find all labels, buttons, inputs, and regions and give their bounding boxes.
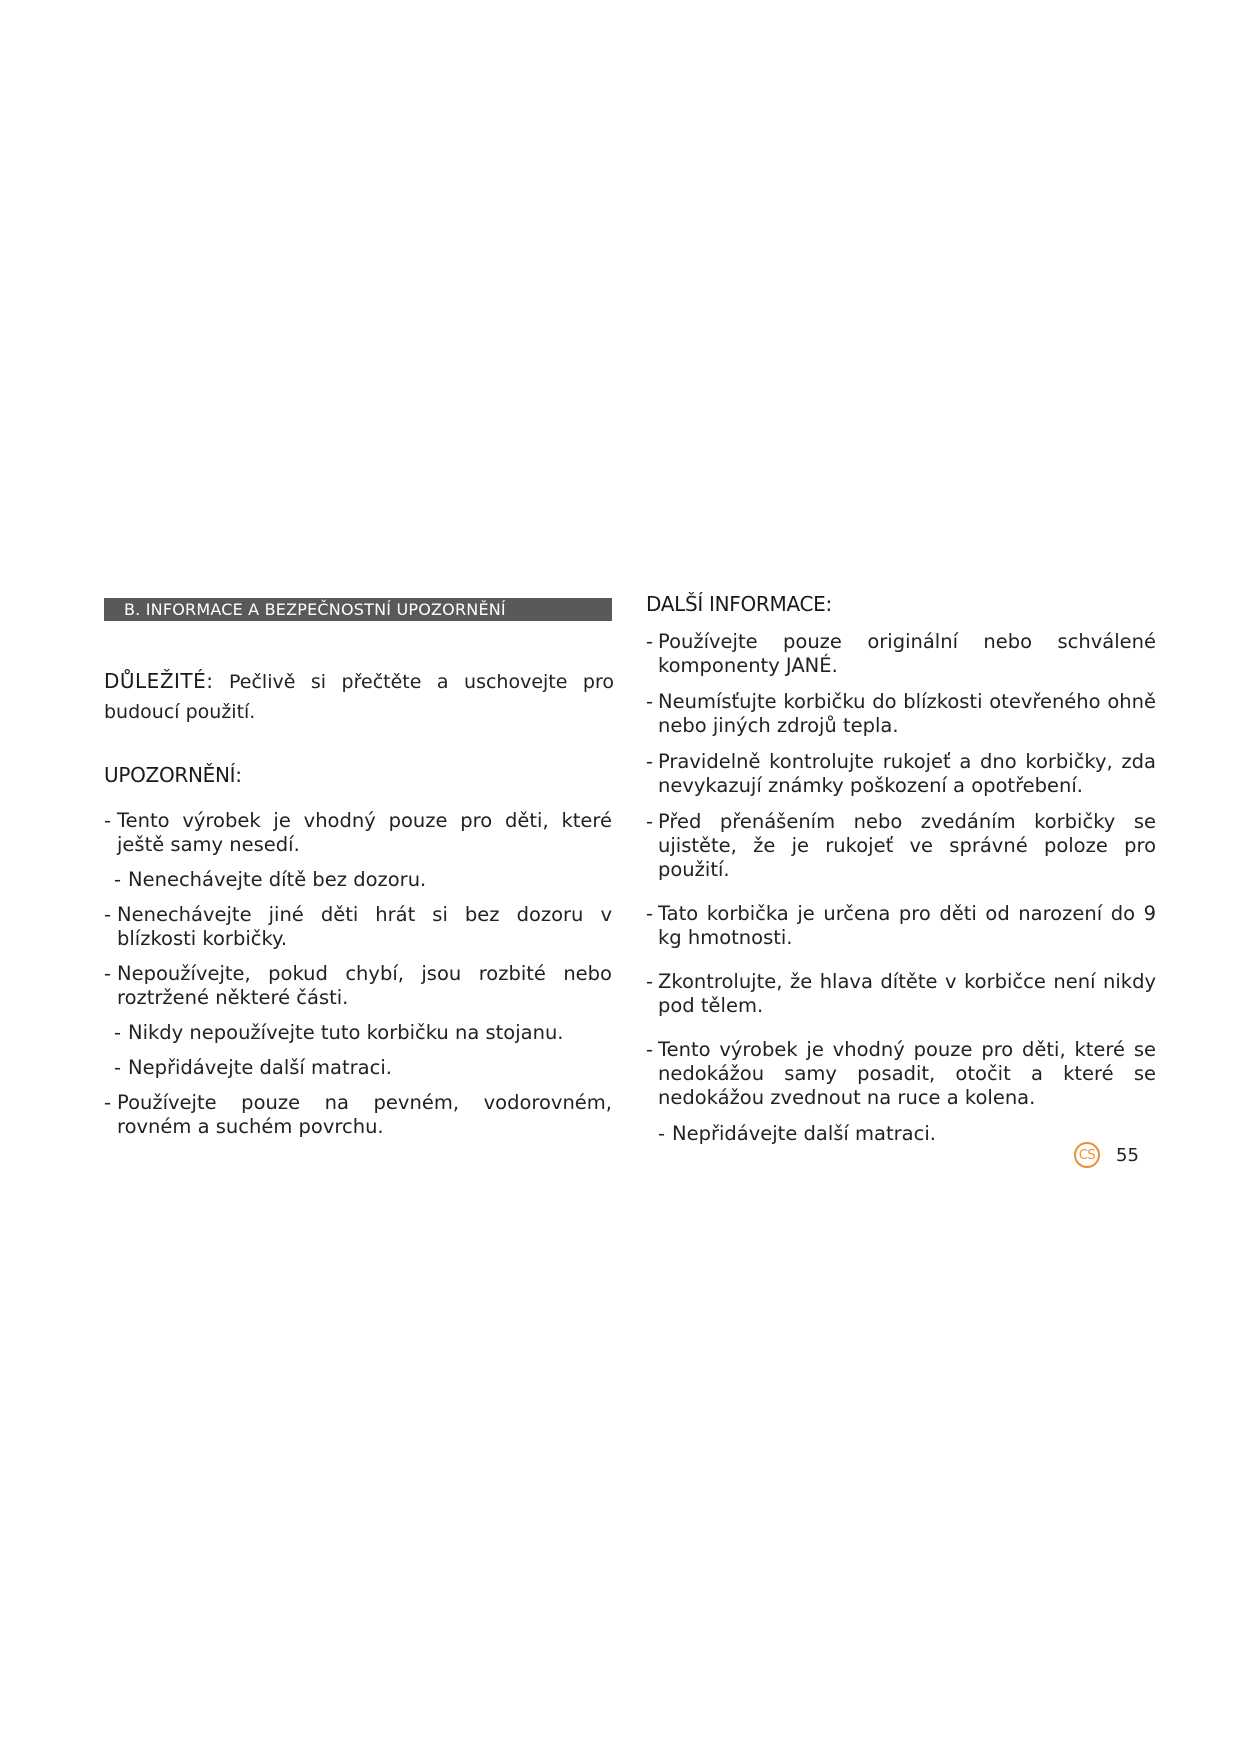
warnings-heading: UPOZORNĚNÍ: [104,763,242,787]
list-item: - Neumísťujte korbičku do blízkosti otevřeného ohně nebo jiných zdrojů tepla. [646,690,1156,737]
list-item: - Tato korbička je určena pro děti od narození do 9 kg hmotnosti. [646,902,1156,949]
page-number: 55 [1116,1144,1139,1166]
language-badge-icon: CS [1074,1142,1100,1168]
more-info-list [646,630,1156,1146]
important-text: Pečlivě si přečtěte a uschovejte pro budoucí použití. [104,671,614,723]
list-item: - Používejte pouze na pevném, vodorovném, rovném a suchém povrchu. [104,1091,612,1138]
list-item: - Používejte pouze originální nebo schválené komponenty JANÉ. [646,630,1156,677]
list-item: - Nepřidávejte další matraci. [658,1122,936,1145]
list-item: - Nikdy nepoužívejte tuto korbičku na stojanu. [114,1021,564,1044]
warnings-list [104,809,612,1139]
list-item: - Nepoužívejte, pokud chybí, jsou rozbité nebo roztržené některé části. [104,962,612,1009]
section-title: B. INFORMACE A BEZPEČNOSTNÍ UPOZORNĚNÍ [124,600,506,619]
list-item: - Pravidelně kontrolujte rukojeť a dno korbičky, zda nevykazují známky poškození a opotřebení. [646,750,1156,797]
list-item: - Nenechávejte jiné děti hrát si bez dozoru v blízkosti korbičky. [104,903,612,950]
section-title-bar [104,598,612,621]
list-item: - Zkontrolujte, že hlava dítěte v korbičce není nikdy pod tělem. [646,970,1156,1017]
page-footer [1074,1142,1139,1168]
list-item: - Tento výrobek je vhodný pouze pro děti, které ještě samy nesedí. [104,809,612,856]
list-item: - Nenechávejte dítě bez dozoru. [114,868,427,891]
right-column [646,592,1156,1158]
list-item: - Tento výrobek je vhodný pouze pro děti, které se nedokážou samy posadit, otočit a které se nedokážou zvednout na ruce a kolena. [646,1038,1156,1109]
list-item: - Nepřidávejte další matraci. [114,1056,392,1079]
list-item: - Před přenášením nebo zvedáním korbičky se ujistěte, že je rukojeť ve správné poloze pro použití. [646,810,1156,881]
important-notice [104,666,614,727]
more-info-heading: DALŠÍ INFORMACE: [646,592,832,616]
important-label: DŮLEŽITÉ: [104,669,214,693]
left-column [104,598,612,1150]
